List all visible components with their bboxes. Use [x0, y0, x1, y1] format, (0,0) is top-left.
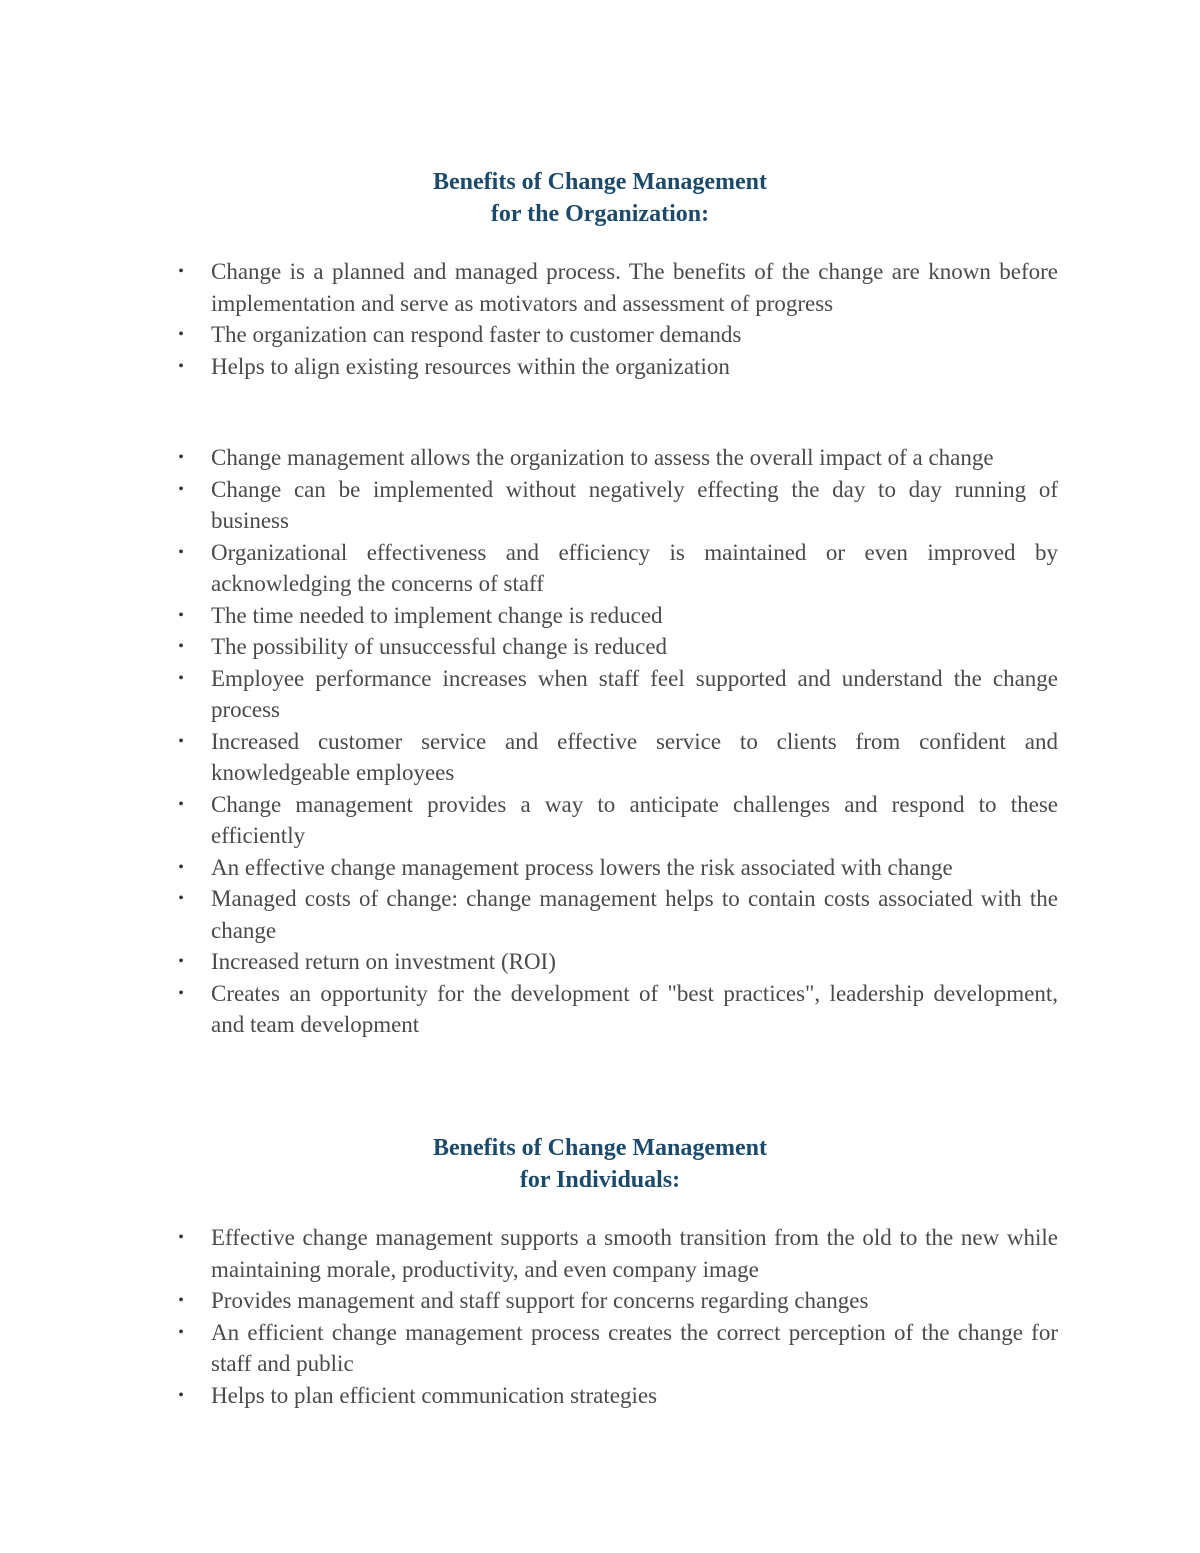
list-item-text: Effective change management supports a smooth transition from the old to the new while maintaining morale, productivity, and even company image: [211, 1225, 1058, 1282]
list-item: [178, 1222, 1058, 1285]
bullet-icon: •: [178, 795, 184, 813]
organization-benefits-list-a: [0, 256, 1058, 382]
list-item: [178, 442, 1058, 474]
bullet-icon: •: [178, 953, 184, 970]
individual-benefits-list: [0, 1222, 1058, 1411]
list-item: [178, 1380, 1058, 1412]
list-item: [178, 631, 1058, 663]
bullet-icon: •: [178, 1229, 184, 1246]
list-item: [178, 537, 1058, 600]
list-item-text: An efficient change management process creates the correct perception of the change for staff and public: [211, 1319, 1058, 1376]
bullet-icon: •: [178, 984, 184, 1002]
list-item: [178, 852, 1058, 884]
bullet-icon: •: [178, 480, 184, 498]
list-item-text: Creates an opportunity for the development of "best practices", leadership development, and team development: [211, 980, 1058, 1037]
list-item-text: The possibility of unsuccessful change is reduced: [211, 634, 668, 659]
list-item: [178, 946, 1058, 978]
list-item-text: Helps to plan efficient communication strategies: [211, 1382, 658, 1408]
bullet-icon: •: [178, 1386, 184, 1404]
list-item-text: Increased return on investment (ROI): [211, 949, 556, 974]
bullet-icon: •: [178, 858, 184, 876]
list-item: [178, 319, 1058, 351]
list-item-text: The time needed to implement change is reduced: [211, 602, 663, 628]
heading-line-2: for Individuals:: [519, 1167, 681, 1193]
bullet-icon: •: [178, 449, 184, 466]
bullet-icon: •: [178, 1323, 184, 1341]
list-item: [178, 978, 1058, 1041]
bullet-icon: •: [178, 326, 184, 343]
bullet-icon: •: [178, 732, 184, 750]
list-item: [178, 663, 1058, 726]
list-item-text: Change management provides a way to anticipate challenges and respond to these efficiently: [211, 791, 1058, 848]
section-heading-individuals: [0, 1132, 1200, 1196]
bullet-icon: •: [178, 357, 184, 375]
bullet-icon: •: [178, 669, 184, 687]
list-item-text: Organizational effectiveness and efficiency is maintained or even improved by acknowledging the concerns of staff: [211, 539, 1058, 596]
list-item-text: Increased customer service and effective service to clients from confident and knowledgeable employees: [211, 728, 1058, 785]
list-item-text: Helps to align existing resources within the organization: [211, 353, 730, 379]
list-item-text: An effective change management process lowers the risk associated with change: [211, 854, 953, 880]
list-item: [178, 789, 1058, 852]
list-item: [178, 726, 1058, 789]
list-item-text: Managed costs of change: change management helps to contain costs associated with the change: [211, 886, 1058, 943]
list-item: [178, 474, 1058, 537]
list-item: [178, 1285, 1058, 1317]
list-item: [178, 883, 1058, 946]
list-item: [178, 351, 1058, 383]
bullet-icon: •: [178, 1292, 184, 1309]
bullet-icon: •: [178, 638, 184, 655]
list-item-text: Change can be implemented without negatively effecting the day to day running of business: [211, 476, 1058, 533]
organization-benefits-list-b: [0, 442, 1058, 1041]
list-item: [178, 600, 1058, 632]
list-item-text: Change management allows the organization to assess the overall impact of a change: [211, 445, 994, 470]
list-item: [178, 1317, 1058, 1380]
heading-line-2: for the Organization:: [490, 201, 710, 227]
bullet-icon: •: [178, 890, 184, 907]
bullet-icon: •: [178, 606, 184, 624]
list-item: [178, 256, 1058, 319]
list-item-text: The organization can respond faster to customer demands: [211, 322, 742, 347]
bullet-icon: •: [178, 263, 184, 280]
heading-line-1: Benefits of Change Management: [433, 1135, 767, 1161]
list-item-text: Employee performance increases when staff feel supported and understand the change process: [211, 665, 1058, 722]
list-item-text: Change is a planned and managed process. The benefits of the change are known before implementation and serve as motivators and assessment of progress: [211, 259, 1058, 316]
section-heading-organization: [0, 166, 1200, 230]
bullet-icon: •: [178, 543, 184, 561]
list-item-text: Provides management and staff support for concerns regarding changes: [211, 1288, 869, 1313]
heading-line-1: Benefits of Change Management: [433, 169, 767, 195]
